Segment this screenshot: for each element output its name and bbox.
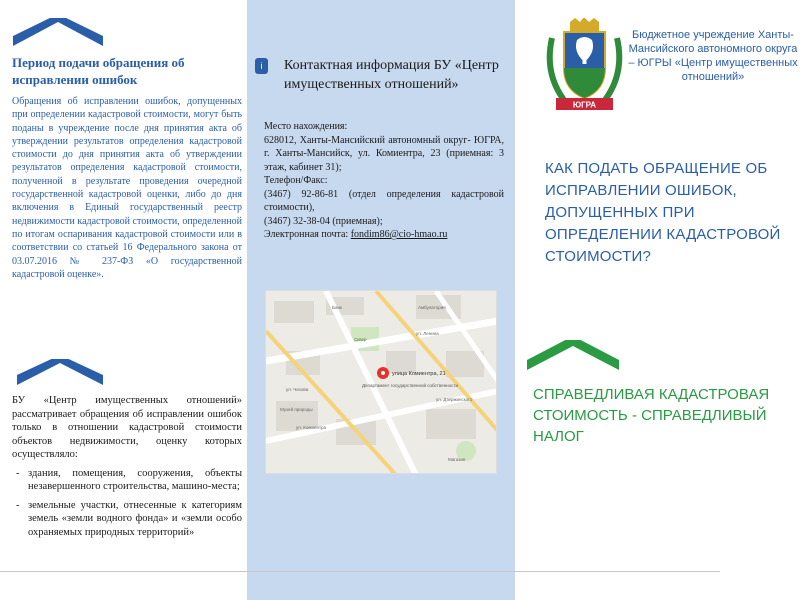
- map-label-chehova: ул. Чехова: [286, 387, 309, 392]
- map-label-park: Сквер: [354, 337, 367, 342]
- chevron-up-icon: [527, 340, 619, 372]
- location-map[interactable]: [265, 290, 497, 474]
- map-image: [266, 291, 497, 474]
- bullet-dash: -: [16, 467, 20, 479]
- phone-1: (3467) 92-86-81 (отдел определения кадастровой стоимости),: [264, 188, 504, 213]
- brochure-main-title: КАК ПОДАТЬ ОБРАЩЕНИЕ ОБ ИСПРАВЛЕНИИ ОШИБОК, ДОПУЩЕННЫХ ПРИ ОПРЕДЕЛЕНИИ КАДАСТРОВОЙ СТОИМОСТИ?: [545, 160, 781, 265]
- map-label-shop: Магазин: [448, 457, 466, 462]
- bottom-divider: [0, 571, 720, 572]
- email-link[interactable]: fondim86@cio-hmao.ru: [350, 229, 448, 240]
- bullet-dash: -: [16, 499, 20, 511]
- email-line: [264, 228, 504, 242]
- address-text: 628012, Ханты-Мансийский автономный округ- ЮГРА, г. Ханты-Мансийск, ул. Комиентра, 23 (приемная: 3 этаж, кабинет 31);: [264, 134, 504, 173]
- logo-ribbon-text: ЮГРА: [572, 100, 597, 110]
- section-title-period: Период подачи обращения об исправлении ошибок: [12, 55, 185, 87]
- phone-2: (3467) 32-38-04 (приемная);: [264, 215, 383, 227]
- map-label-org: Департамент государственной собственности: [362, 383, 458, 388]
- objects-intro: БУ «Центр имущественных отношений» рассматривает обращения об исправлении ошибок только в отношении кадастровой стоимости объектов недвижимости, оценку которых осуществляло:: [12, 395, 242, 460]
- slogan: СПРАВЕДЛИВАЯ КАДАСТРОВАЯ СТОИМОСТЬ - СПРАВЕДЛИВЫЙ НАЛОГ: [533, 386, 770, 445]
- chevron-up-icon: [13, 18, 103, 48]
- list-item-text: здания, помещения, сооружения, объекты незавершенного строительства, машино-места;: [28, 467, 242, 492]
- map-label-dzerzh: ул. Дзержинского: [436, 397, 473, 402]
- map-label-komsom: ул. Комиентра: [296, 425, 327, 430]
- section-body-period: Обращения об исправлении ошибок, допущенных при определении кадастровой стоимости, могут быть поданы в учреждение после дня принятия акта об утверждении результатов определения кадастровой стоимости до дня принятия акта об утверждении результатов определения кадастровой стоимости, полученной в результате проведения очередной государственной кадастровой оценки, либо до дня включения в Единый государственный реестр недвижимости кадастровой стоимости, определенной по итогам оспаривания кадастровой стоимости или в соответствии со статьей 16 Федерального закона от 03.07.2016 № 237-ФЗ «О государственной кадастровой оценке».: [12, 96, 242, 280]
- contact-details: [264, 120, 504, 242]
- organization-name: Бюджетное учреждение Ханты-Мансийского автономного округа – ЮГРЫ «Центр имущественных отношений»: [628, 29, 798, 83]
- map-label-bank: Банк: [332, 305, 342, 310]
- middle-panel: [247, 0, 515, 600]
- section-body-objects: [12, 394, 242, 539]
- map-label-street: улица Комиентра, 21: [392, 371, 446, 377]
- phone-label: Телефон/Факс:: [264, 175, 328, 186]
- info-icon: i: [255, 58, 268, 74]
- list-item: [12, 499, 242, 540]
- map-label-ambulatoriya: Амбулатория: [418, 305, 446, 310]
- left-panel: [0, 0, 247, 600]
- coat-of-arms-logo: [542, 18, 627, 113]
- right-panel: [515, 0, 800, 600]
- list-item-text: земельные участки, отнесенные к категориям земель «земли водного фонда» и «земли особо охраняемых природных территорий»: [28, 499, 242, 538]
- map-label-museum: Музей природы: [280, 407, 313, 412]
- location-label: Место нахождения:: [264, 121, 348, 132]
- map-label-street-main: ул. Ленина: [416, 331, 439, 336]
- email-label: Электронная почта:: [264, 229, 349, 240]
- contact-title: Контактная информация БУ «Центр имущественных отношений»: [284, 58, 499, 92]
- chevron-up-icon: [17, 359, 103, 387]
- list-item: [12, 467, 242, 494]
- contact-header: [255, 56, 510, 94]
